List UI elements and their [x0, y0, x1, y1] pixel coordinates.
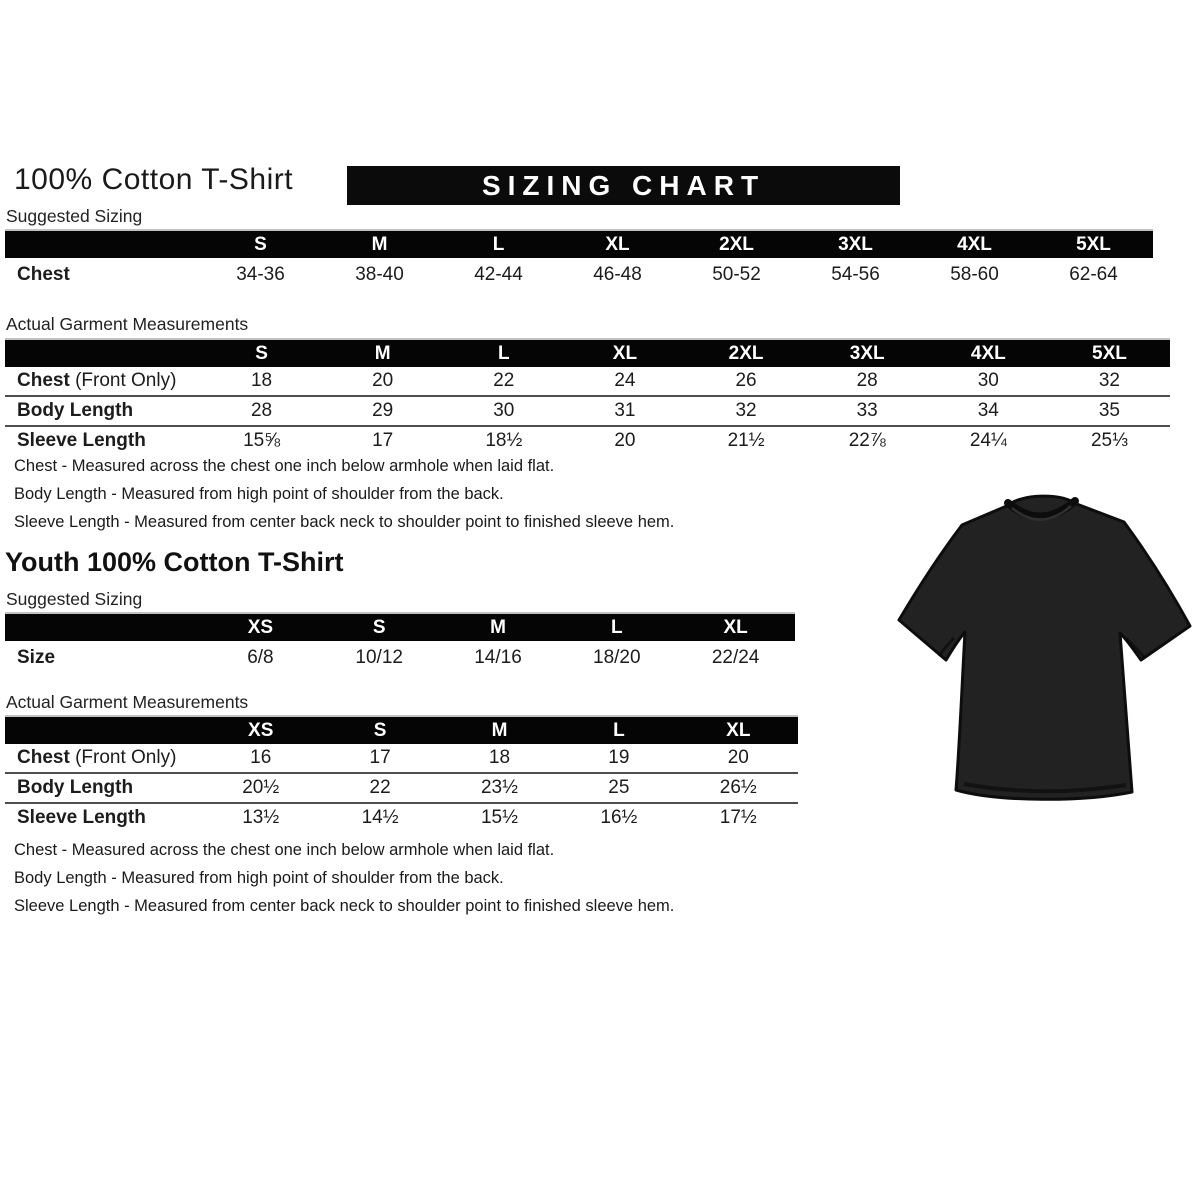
- table-row: [5, 258, 1153, 291]
- header-cell-4xl: 4XL: [915, 230, 1034, 258]
- measurement-cell: 15⅝: [201, 426, 322, 455]
- measurement-cell: 20: [372, 370, 394, 391]
- header-row: [5, 613, 795, 641]
- measurement-cell: 18½: [443, 426, 564, 455]
- measurement-cell: 21½: [686, 426, 807, 455]
- header-cell-xl: XL: [676, 613, 795, 641]
- header-cell-4xl: 4XL: [928, 339, 1049, 367]
- header-row: [5, 230, 1153, 258]
- measurement-cell: 20: [727, 747, 749, 768]
- header-cell-xl: XL: [564, 339, 685, 367]
- header-cell-s: S: [201, 339, 322, 367]
- header-cell-xs: XS: [201, 613, 320, 641]
- measurement-cell: 16: [250, 747, 272, 768]
- header-cell-s: S: [201, 230, 320, 258]
- header-cell-xl: XL: [679, 716, 798, 744]
- table-row: [5, 641, 795, 674]
- measurement-cell: 10/12: [355, 646, 403, 668]
- header-cell-l: L: [559, 716, 678, 744]
- header-row: [5, 716, 798, 744]
- table-row: [5, 773, 798, 803]
- measurement-cell: 28: [201, 396, 322, 426]
- youth-section-title: Youth 100% Cotton T-Shirt: [5, 547, 344, 577]
- measurement-cell: 35: [1049, 396, 1170, 426]
- header-cell-5xl: 5XL: [1034, 230, 1153, 258]
- measurement-cell: 22⅞: [807, 426, 928, 455]
- measurement-cell: 19: [608, 747, 630, 768]
- measurement-cell: 16½: [559, 803, 678, 832]
- header-cell-3xl: 3XL: [796, 230, 915, 258]
- measurement-cell: 26½: [679, 773, 798, 803]
- black-tshirt-image: [890, 488, 1198, 808]
- table-row: [5, 367, 1170, 396]
- adult-measurement-notes: [14, 452, 674, 536]
- table-row: [5, 396, 1170, 426]
- measurement-cell: 32: [686, 396, 807, 426]
- measurement-cell: 17½: [679, 803, 798, 832]
- table-row: [5, 744, 798, 773]
- adult-section-title: 100% Cotton T-Shirt: [14, 163, 294, 196]
- sizing-chart-banner: [347, 166, 900, 205]
- table-row: [5, 803, 798, 832]
- header-cell-l: L: [557, 613, 676, 641]
- measurement-cell: 29: [322, 396, 443, 426]
- youth-suggested-sizing-label: Suggested Sizing: [6, 589, 143, 609]
- header-cell-l: L: [443, 339, 564, 367]
- note-body-length: Body Length - Measured from high point of shoulder from the back.: [14, 869, 504, 887]
- measurement-cell: 18: [488, 747, 511, 768]
- row-label: Body Length: [5, 396, 201, 426]
- note-sleeve-length: Sleeve Length - Measured from center back neck to shoulder point to finished sleeve hem.: [14, 897, 675, 915]
- header-cell-xs: XS: [201, 716, 320, 744]
- measurement-cell: 62-64: [1069, 263, 1118, 285]
- measurement-cell: 18: [250, 370, 273, 391]
- measurement-cell: 22/24: [711, 646, 760, 668]
- header-cell-empty: [5, 716, 201, 744]
- youth-actual-measurements-label: Actual Garment Measurements: [6, 692, 249, 712]
- measurement-cell: 20: [564, 426, 685, 455]
- header-cell-m: M: [439, 613, 558, 641]
- header-cell-l: L: [439, 230, 558, 258]
- row-label: Chest: [17, 263, 70, 285]
- measurement-cell: 18/20: [593, 646, 641, 668]
- adult-suggested-sizing-label: Suggested Sizing: [6, 206, 143, 226]
- table-row: [5, 426, 1170, 455]
- measurement-cell: 22: [493, 370, 515, 391]
- header-cell-empty: [5, 613, 201, 641]
- header-cell-m: M: [440, 716, 559, 744]
- adult-actual-measurements-table: [5, 338, 1170, 455]
- adult-suggested-sizing-table: [5, 229, 1153, 291]
- measurement-cell: 30: [443, 396, 564, 426]
- measurement-cell: 15½: [440, 803, 559, 832]
- note-chest: Chest - Measured across the chest one inch below armhole when laid flat.: [14, 457, 555, 475]
- row-label: Sleeve Length: [5, 426, 201, 455]
- measurement-cell: 22: [320, 773, 439, 803]
- measurement-cell: 23½: [440, 773, 559, 803]
- measurement-cell: 25⅓: [1049, 426, 1170, 455]
- youth-actual-measurements-table: [5, 715, 798, 832]
- measurement-cell: 34: [928, 396, 1049, 426]
- measurement-cell: 24: [614, 370, 636, 391]
- measurement-cell: 58-60: [950, 263, 999, 285]
- note-sleeve-length: Sleeve Length - Measured from center back neck to shoulder point to finished sleeve hem.: [14, 513, 675, 531]
- row-label: Size: [17, 646, 56, 668]
- header-cell-xl: XL: [558, 230, 677, 258]
- measurement-cell: 32: [1098, 370, 1120, 391]
- measurement-cell: 34-36: [236, 263, 285, 285]
- measurement-cell: 33: [807, 396, 928, 426]
- measurement-cell: 38-40: [355, 263, 404, 285]
- note-body-length: Body Length - Measured from high point of shoulder from the back.: [14, 485, 504, 503]
- header-cell-empty: [5, 339, 201, 367]
- header-cell-3xl: 3XL: [807, 339, 928, 367]
- measurement-cell: 20½: [201, 773, 320, 803]
- header-cell-s: S: [320, 716, 439, 744]
- header-cell-2xl: 2XL: [686, 339, 807, 367]
- row-label: Sleeve Length: [5, 803, 201, 832]
- measurement-cell: 50-52: [712, 263, 761, 285]
- measurement-cell: 17: [369, 747, 391, 768]
- measurement-cell: 14/16: [474, 646, 522, 668]
- measurement-cell: 46-48: [593, 263, 642, 285]
- youth-measurement-notes: [14, 836, 674, 920]
- measurement-cell: 42-44: [474, 263, 523, 285]
- measurement-cell: 54-56: [831, 263, 880, 285]
- measurement-cell: 14½: [320, 803, 439, 832]
- measurement-cell: 26: [735, 370, 757, 391]
- header-row: [5, 339, 1170, 367]
- sizing-chart-banner-label: SIZING CHART: [481, 169, 766, 201]
- measurement-cell: 25: [559, 773, 678, 803]
- measurement-cell: 6/8: [247, 646, 274, 668]
- youth-suggested-sizing-table: [5, 612, 795, 674]
- header-cell-2xl: 2XL: [677, 230, 796, 258]
- measurement-cell: 31: [564, 396, 685, 426]
- header-cell-empty: [5, 230, 201, 258]
- header-cell-m: M: [320, 230, 439, 258]
- measurement-cell: 28: [856, 370, 878, 391]
- row-label: Chest (Front Only): [17, 747, 177, 768]
- header-cell-5xl: 5XL: [1049, 339, 1170, 367]
- header-cell-m: M: [322, 339, 443, 367]
- row-label: Chest (Front Only): [17, 370, 177, 391]
- header-cell-s: S: [320, 613, 439, 641]
- note-chest: Chest - Measured across the chest one inch below armhole when laid flat.: [14, 841, 555, 859]
- tshirt-graphic: [890, 488, 1198, 808]
- row-label: Body Length: [5, 773, 201, 803]
- measurement-cell: 24¼: [928, 426, 1049, 455]
- measurement-cell: 13½: [201, 803, 320, 832]
- adult-actual-measurements-label: Actual Garment Measurements: [6, 314, 249, 334]
- measurement-cell: 30: [977, 370, 999, 391]
- measurement-cell: 17: [322, 426, 443, 455]
- tshirt-body: [899, 496, 1190, 799]
